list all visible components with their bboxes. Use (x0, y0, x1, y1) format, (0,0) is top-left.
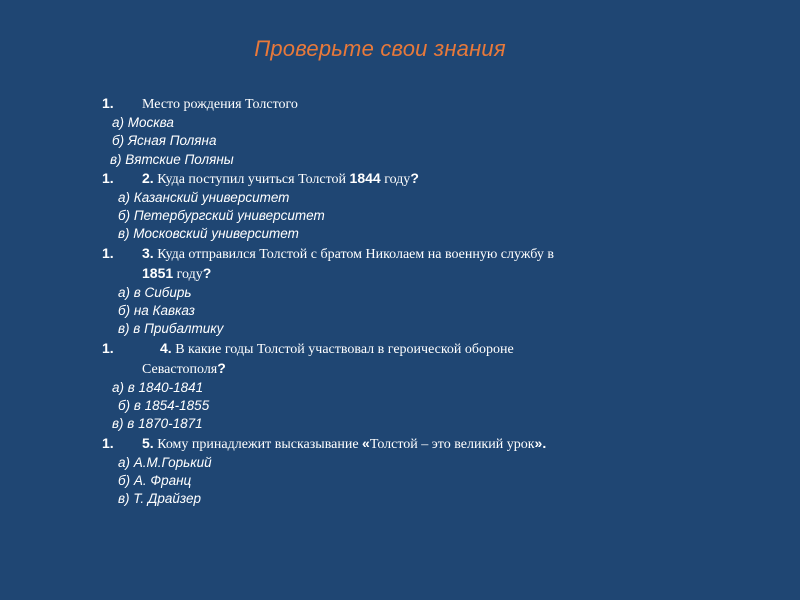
question-text: Куда поступил учиться Толстой (153, 171, 350, 187)
question-mark: ? (410, 169, 419, 186)
answer-4a: а) в 1840-1841 (112, 380, 204, 396)
answer-1b: б) Ясная Поляна (112, 133, 217, 149)
question-text-end: году (380, 171, 411, 187)
question-4-cont (102, 359, 702, 379)
question-number: 1. (102, 95, 114, 111)
question-number: 1. (102, 244, 114, 261)
question-text: Куда отправился Толстой с братом Николаем на военную службу в (153, 246, 554, 262)
slide-title: Проверьте свои знания (254, 36, 506, 61)
answer-2c: в) Московский университет (118, 226, 299, 242)
answer-5c: в) Т. Драйзер (118, 491, 202, 507)
answer-2a: а) Казанский университет (118, 190, 290, 206)
answer-1c: в) Вятские Поляны (110, 151, 234, 167)
question-year: 1844 (349, 169, 381, 186)
question-text: Место рождения Толстого (142, 97, 298, 112)
question-text-end: году (173, 266, 203, 282)
answer-3c: в) в Прибалтику (118, 321, 224, 337)
question-3-cont (102, 264, 702, 284)
answer-3b: б) на Кавказ (118, 303, 195, 319)
question-year: 1851 (142, 264, 174, 281)
question-text-line2: Севастополя (142, 361, 218, 377)
question-prefix: 5. (142, 434, 154, 451)
question-mark: ? (202, 264, 212, 281)
question-number: 1. (102, 339, 114, 356)
answer-2b: б) Петербургский университет (118, 208, 325, 224)
quote-close: ». (534, 434, 547, 451)
question-2 (102, 169, 702, 189)
question-text: В какие годы Толстой участвовал в героической обороне (171, 341, 514, 357)
answer-3a: а) в Сибирь (118, 285, 192, 301)
question-text: Кому принадлежит высказывание (153, 436, 363, 452)
answer-5b: б) А. Франц (118, 473, 192, 489)
question-prefix: 4. (160, 339, 172, 356)
answer-4c: в) в 1870-1871 (112, 416, 203, 432)
question-prefix: 3. (142, 244, 154, 261)
answer-1a: а) Москва (112, 115, 174, 131)
question-1 (102, 94, 702, 114)
question-5 (102, 434, 702, 454)
question-number: 1. (102, 434, 114, 451)
quote-open: « (362, 434, 370, 451)
question-mark: ? (217, 359, 226, 376)
quote-text: Толстой – это великий урок (369, 436, 535, 452)
answer-4b: б) в 1854-1855 (118, 398, 210, 414)
answer-5a: а) А.М.Горький (118, 454, 212, 470)
quiz-content (102, 94, 702, 508)
question-4 (102, 339, 702, 359)
question-number: 1. (102, 169, 114, 186)
question-prefix: 2. (142, 169, 154, 186)
question-3 (102, 244, 702, 264)
